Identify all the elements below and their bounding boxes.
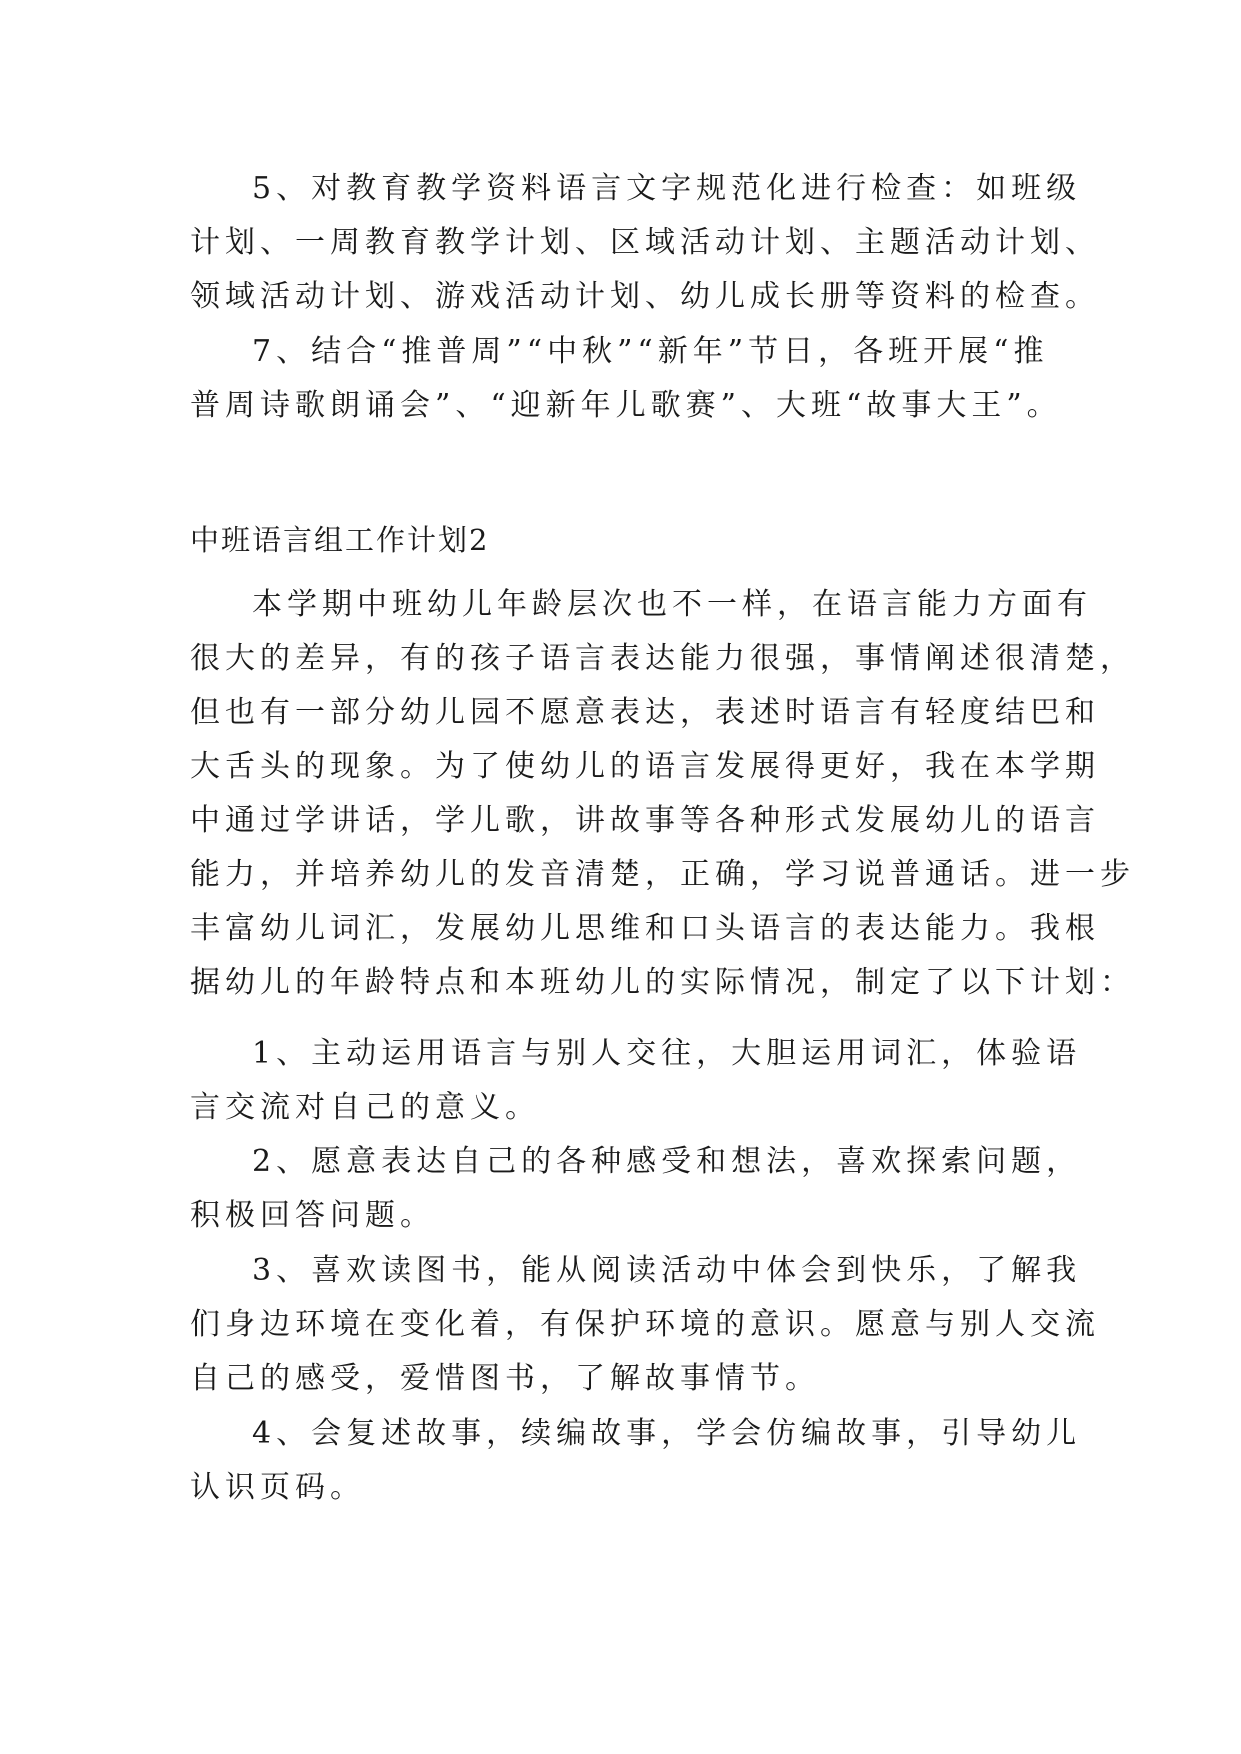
- paragraph-line: 2、愿意表达自己的各种感受和想法，喜欢探索问题，: [252, 1144, 1082, 1179]
- section-heading: [190, 513, 1060, 567]
- paragraph-line: 但也有一部分幼儿园不愿意表达，表述时语言有轻度结巴和: [190, 695, 1100, 730]
- list-item-2: [190, 1135, 1082, 1243]
- paragraph-line: 4、会复述故事，续编故事，学会仿编故事，引导幼儿: [252, 1416, 1082, 1451]
- paragraph-line: 积极回答问题。: [190, 1198, 435, 1233]
- paragraph-line: 很大的差异，有的孩子语言表达能力很强，事情阐述很清楚，: [190, 641, 1135, 676]
- paragraph-line: 1、主动运用语言与别人交往，大胆运用词汇，体验语: [252, 1036, 1082, 1071]
- paragraph-line: 计划、一周教育教学计划、区域活动计划、主题活动计划、: [190, 225, 1100, 260]
- paragraph-intro: [190, 578, 1135, 1010]
- list-item-4: [190, 1407, 1082, 1515]
- paragraph-line: 能力，并培养幼儿的发音清楚，正确，学习说普通话。进一步: [190, 857, 1135, 892]
- paragraph-line: 中通过学讲话，学儿歌，讲故事等各种形式发展幼儿的语言: [190, 803, 1100, 838]
- paragraph-line: 自己的感受，爱惜图书，了解故事情节。: [190, 1361, 820, 1396]
- paragraph-line: 7、结合“推普周”“中秋”“新年”节日，各班开展“推: [252, 334, 1049, 369]
- paragraph-line: 据幼儿的年龄特点和本班幼儿的实际情况，制定了以下计划：: [190, 965, 1135, 1000]
- paragraph-line: 领域活动计划、游戏活动计划、幼儿成长册等资料的检查。: [190, 279, 1100, 314]
- paragraph-line: 丰富幼儿词汇，发展幼儿思维和口头语言的表达能力。我根: [190, 911, 1100, 946]
- paragraph-line: 言交流对自己的意义。: [190, 1090, 540, 1125]
- paragraph-line: 5、对教育教学资料语言文字规范化进行检查：如班级: [252, 171, 1082, 206]
- paragraph-line: 本学期中班幼儿年龄层次也不一样，在语言能力方面有: [252, 587, 1092, 622]
- list-item-3: [190, 1244, 1100, 1406]
- paragraph-line: 大舌头的现象。为了使幼儿的语言发展得更好，我在本学期: [190, 749, 1100, 784]
- paragraph-line: 们身边环境在变化着，有保护环境的意识。愿意与别人交流: [190, 1307, 1100, 1342]
- paragraph-line: 普周诗歌朗诵会”、“迎新年儿歌赛”、大班“故事大王”。: [190, 388, 1062, 423]
- paragraph-item-5: [190, 162, 1100, 324]
- paragraph-line: 3、喜欢读图书，能从阅读活动中体会到快乐，了解我: [252, 1253, 1082, 1288]
- paragraph-line: 认识页码。: [190, 1470, 365, 1505]
- section-title: 中班语言组工作计划2: [190, 523, 490, 557]
- paragraph-item-7: [190, 325, 1060, 433]
- list-item-1: [190, 1027, 1082, 1135]
